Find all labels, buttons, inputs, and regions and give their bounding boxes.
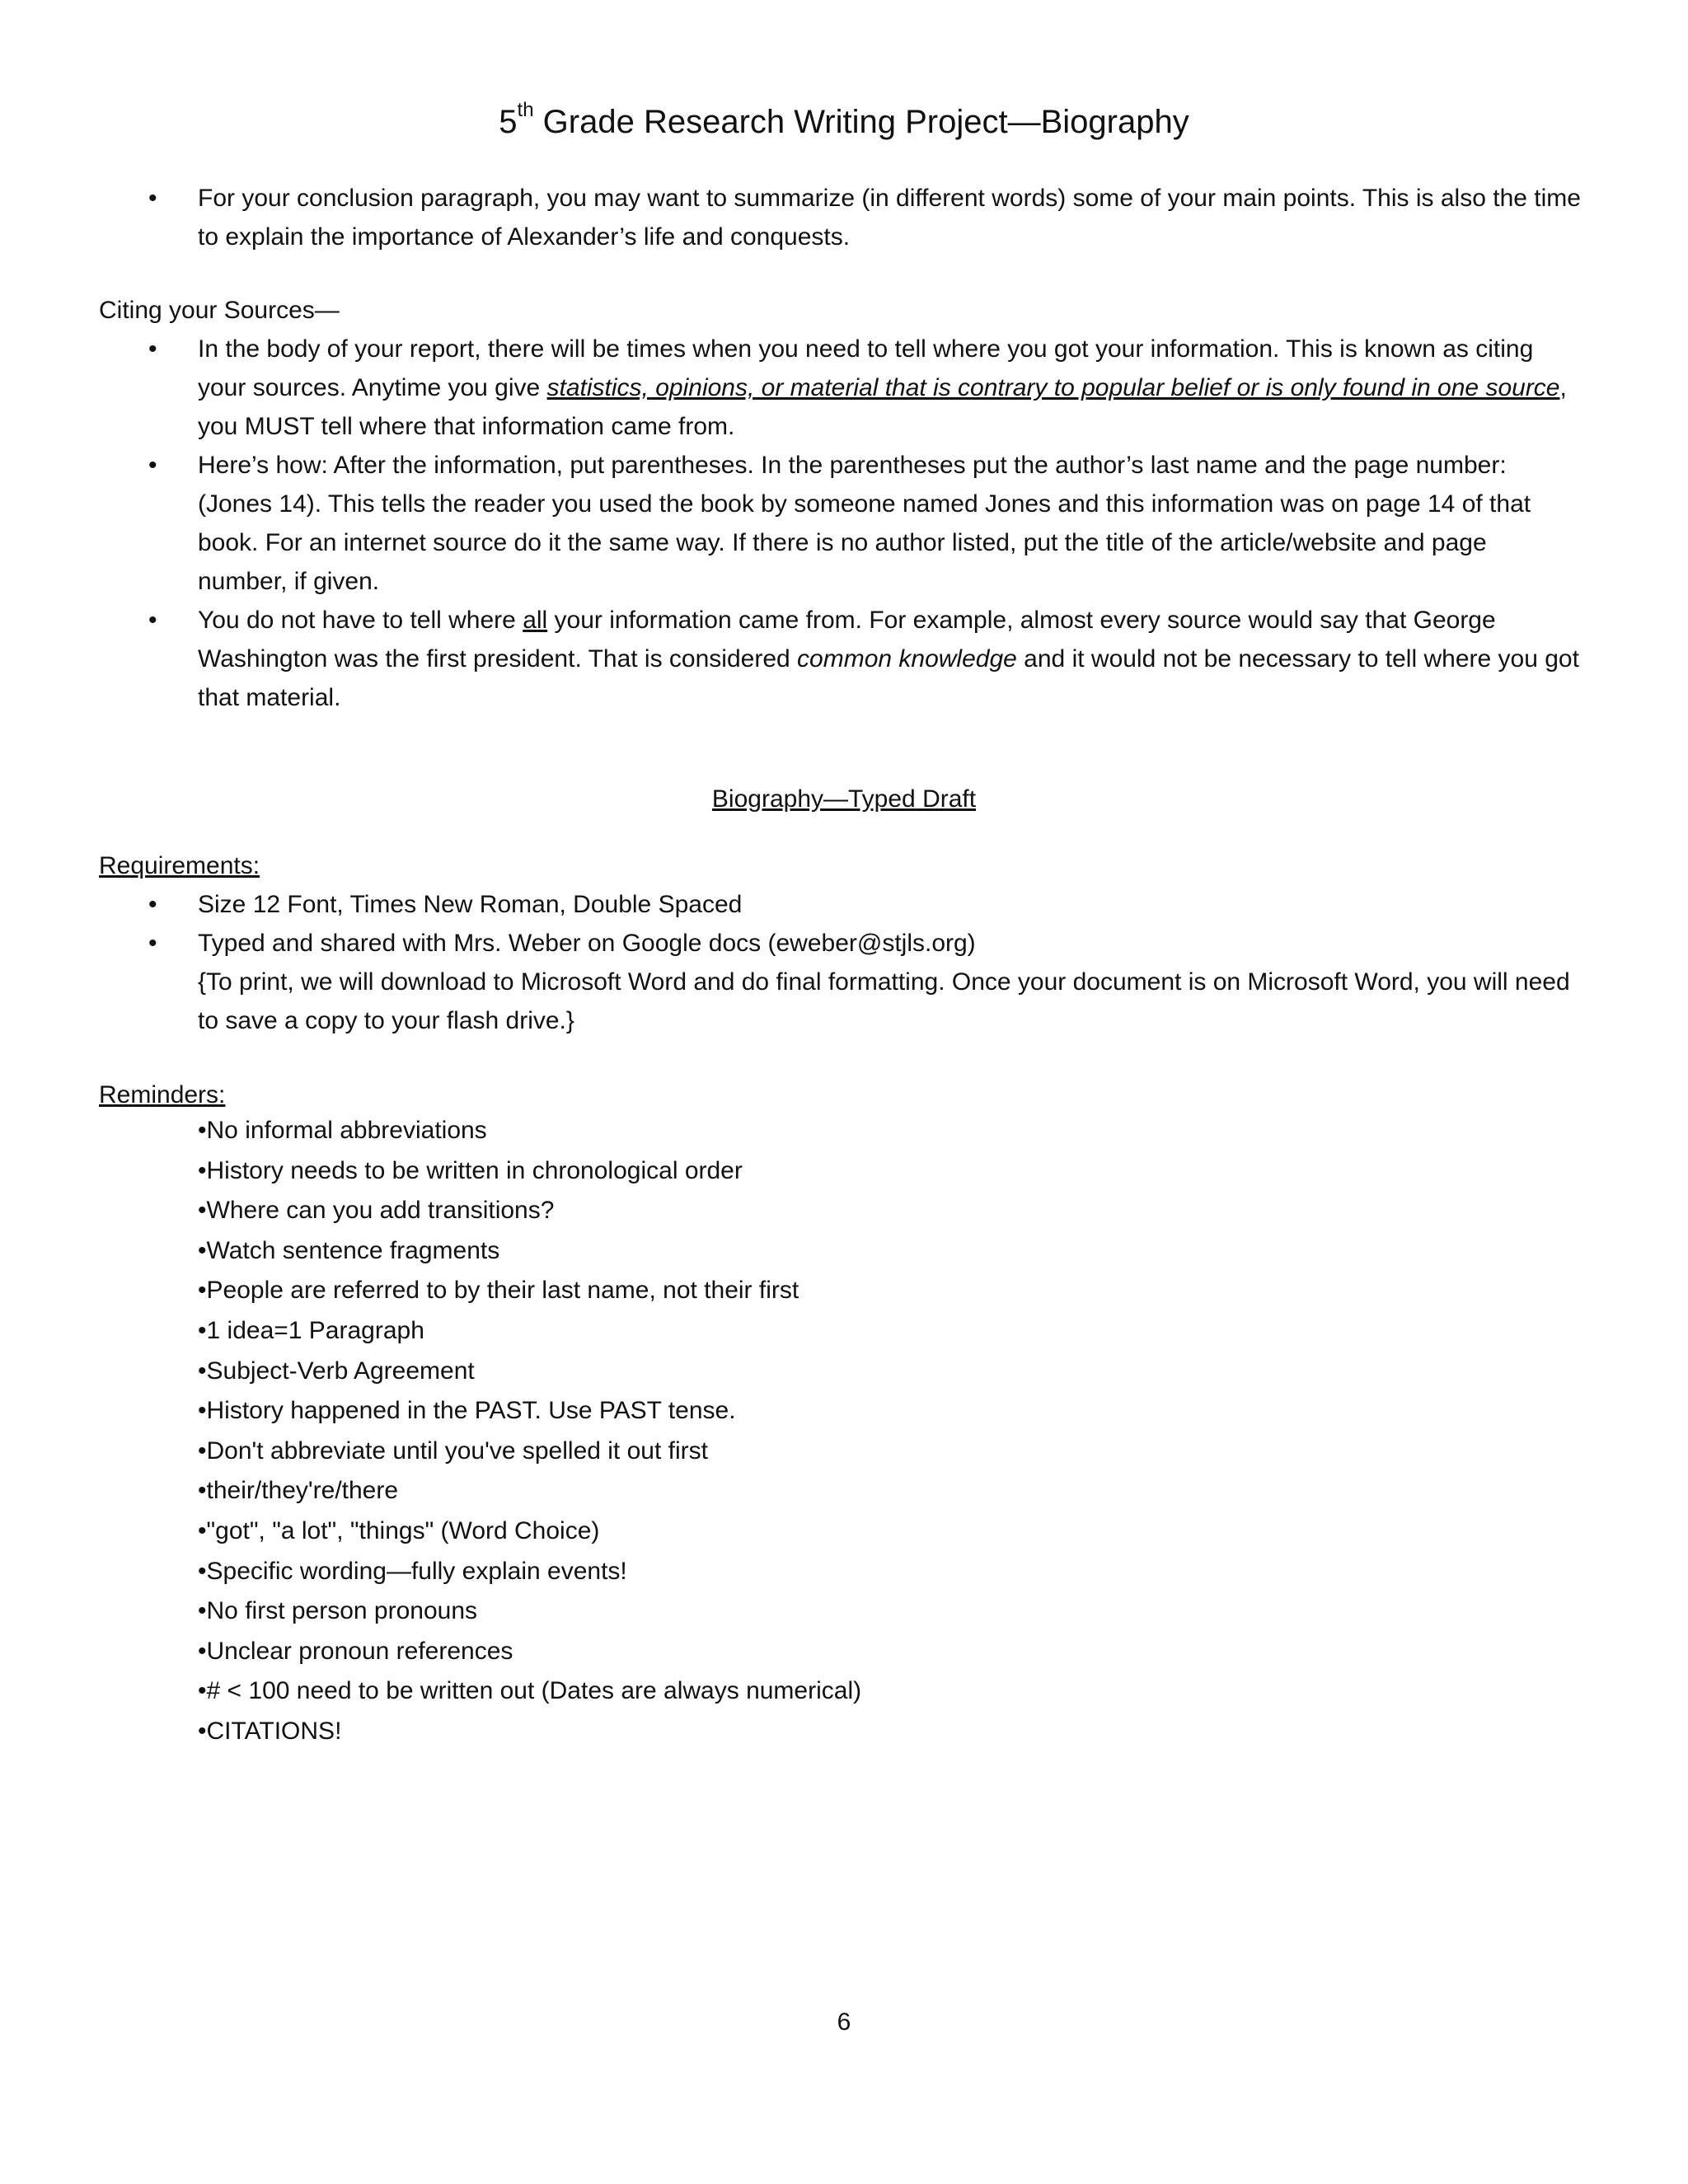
reminders-section [99,1076,1582,1114]
list-item: • Here’s how: After the information, put parentheses. In the parentheses put the author’s last name and the page number: (Jones 14). This tells the reader you used the book by someone named Jones and this information was on page 14 of that book. For an internet source do it the same way. If there is no author listed, put the title of the article/website and page number, if given. [99,446,1582,601]
section-heading: Requirements: [99,852,260,879]
list-item: • You do not have to tell where all your information came from. For example, almost every source would say that George Washington was the first president. That is considered common knowledge and it would not be necessary to tell where you got that material. [99,601,1582,717]
bullet-icon: • [148,891,157,918]
bullet-icon: • [148,452,157,479]
bullet-icon: • [148,930,157,957]
list-item: •No informal abbreviations [198,1117,487,1144]
citing-section [99,291,1582,717]
list-item: •Unclear pronoun references [198,1637,513,1665]
requirements-section [99,846,1582,1040]
bullet-icon: • [148,185,157,212]
list-item: •Specific wording—fully explain events! [198,1557,627,1585]
list-item: •Watch sentence fragments [198,1236,500,1264]
list-item: •History happened in the PAST. Use PAST tense. [198,1397,736,1425]
bullet-icon: • [148,335,157,363]
list-item: •People are referred to by their last name, not their first [198,1277,799,1305]
list-item: • For your conclusion paragraph, you may want to summarize (in different words) some of your main points. This is also the time to explain the importance of Alexander’s life and conquests. [99,179,1582,256]
list-item: •Where can you add transitions? [198,1197,555,1225]
list-item: •CITATIONS! [198,1717,342,1745]
list-item: • Typed and shared with Mrs. Weber on Google docs (eweber@stjls.org) {To print, we will download to Microsoft Word and do final formatting. Once your document is on Microsoft Word, you will need to save a copy to your flash drive.} [99,924,1582,1040]
list-item: •No first person pronouns [198,1597,478,1625]
section-heading: Citing your Sources— [99,297,340,324]
bullet-icon: • [148,607,157,634]
list-item: •Don't abbreviate until you've spelled it out first [198,1436,708,1465]
list-item: •"got", "a lot", "things" (Word Choice) [198,1516,600,1544]
section-heading: Reminders: [99,1081,226,1108]
list-item: • In the body of your report, there will be times when you need to tell where you got your information. This is known as citing your sources. Anytime you give statistics, opinions, or material that is contrary to popular belief or is only found in one source, you MUST tell where that information came from. [99,330,1582,446]
list-item: • Size 12 Font, Times New Roman, Double Spaced [99,885,1582,924]
list-item: •1 idea=1 Paragraph [198,1316,424,1344]
list-item: •their/they're/there [198,1477,399,1505]
conclusion-section [99,179,1582,256]
page-title: 5th Grade Research Writing Project—Biography [499,99,1189,140]
list-item: •Subject-Verb Agreement [198,1357,475,1385]
reminders-list [198,1111,1352,1752]
section-title: Biography—Typed Draft [711,785,977,813]
list-item: •History needs to be written in chronological order [198,1156,743,1184]
list-item: •# < 100 need to be written out (Dates are always numerical) [198,1677,862,1705]
page-number: 6 [837,2008,851,2036]
